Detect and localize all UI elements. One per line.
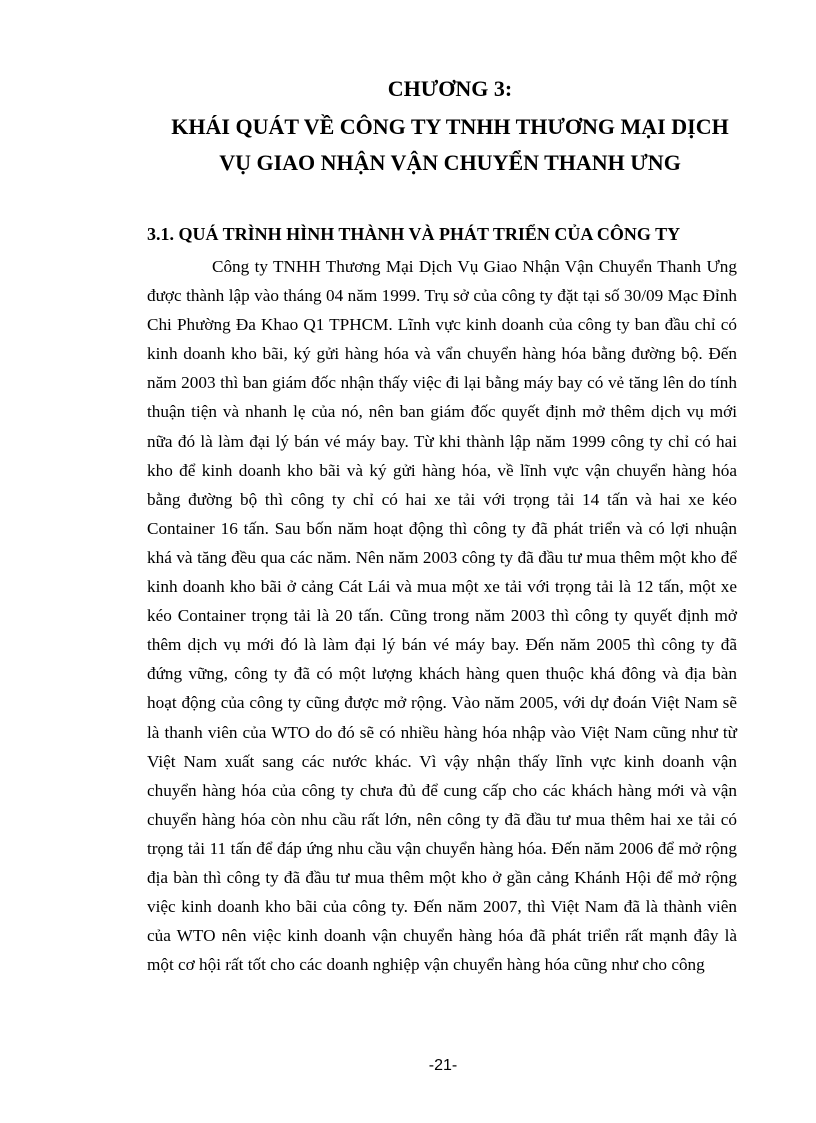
page-number: -21- bbox=[428, 1057, 458, 1074]
chapter-number: CHƯƠNG 3: bbox=[387, 76, 513, 101]
body-paragraph: Công ty TNHH Thương Mại Dịch Vụ Giao Nhận Vận Chuyển Thanh Ưng được thành lập vào tháng 04 năm 1999. Trụ sở của công ty đặt tại số 30/09 Mạc Đỉnh Chi Phường Đa Khao Q1 TPHCM. Lĩnh vực kinh doanh của công ty ban đầu chỉ có kinh doanh kho bãi, ký gửi hàng hóa và vẩn chuyển hàng hóa bằng đường bộ. Đến năm 2003 thì ban giám đốc nhận thấy việc đi lại bằng máy bay có vẻ tăng lên do tính thuận tiện và nhanh lẹ của nó, nên ban giám đốc quyết định mở thêm dịch vụ mới nữa đó là làm đại lý bán vé máy bay. Từ khi thành lập năm 1999 công ty chỉ có hai kho để kinh doanh kho bãi và ký gửi hàng hóa, về lĩnh vực vận chuyển hàng hóa bằng đường bộ thì công ty chỉ có hai xe tải với trọng tải 14 tấn và hai xe kéo Container 16 tấn. Sau bốn năm hoạt động thì công ty đã phát triển và có lợi nhuận khá và tăng đều qua các năm. Nên năm 2003 công ty đã đầu tư mua thêm một kho để kinh doanh kho bãi ở cảng Cát Lái và mua một xe tải với trọng tải là 12 tấn, một xe kéo Container trọng tải là 20 tấn. Cũng trong năm 2003 thì công ty quyết định mở thêm dịch vụ mới đó là làm đại lý bán vé máy bay. Đến năm 2005 thì công ty đã đứng vững, công ty đã có một lượng khách hàng quen thuộc khá đông và địa bàn hoạt động của công ty cũng được mở rộng. Vào năm 2005, với dự đoán Việt Nam sẽ là thanh viên của WTO do đó sẽ có nhiều hàng hóa nhập vào Việt Nam cũng như từ Việt Nam xuất sang các nước khác. Vì vậy nhận thấy lĩnh vực kinh doanh vận chuyển hàng hóa của công ty chưa đủ để cung cấp cho các khách hàng mới và vận chuyển hàng hóa còn nhu cầu rất lớn, nên công ty đã đầu tư mua thêm hai xe tải có trọng tải 11 tấn để đáp ứng nhu cầu vận chuyển hàng hóa. Đến năm 2006 để mở rộng địa bàn thì công ty đã đầu tư mua thêm một kho ở gần cảng Khánh Hội để mở rộng việc kinh doanh kho bãi của công ty. Đến năm 2007, thì Việt Nam đã là thành viên của WTO nên việc kinh doanh vận chuyển hàng hóa đã phát triển rất mạnh đây là một cơ hội rất tốt cho các doanh nghiệp vận chuyển hàng hóa cũng như cho công bbox=[147, 257, 737, 975]
chapter-title-line-2: VỤ GIAO NHẬN VẬN CHUYỂN THANH ƯNG bbox=[219, 150, 681, 175]
section-heading: 3.1. QUÁ TRÌNH HÌNH THÀNH VÀ PHÁT TRIỂN CỦA CÔNG TY bbox=[147, 224, 681, 244]
chapter-title-line-1: KHÁI QUÁT VỀ CÔNG TY TNHH THƯƠNG MẠI DỊCH bbox=[171, 114, 729, 139]
